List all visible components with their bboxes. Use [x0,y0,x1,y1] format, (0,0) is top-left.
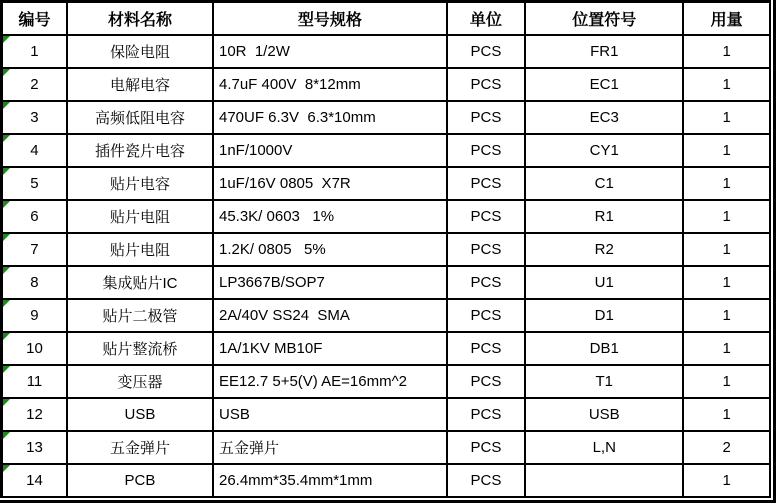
cell-name: 保险电阻 [67,35,213,68]
table-row [2,332,771,365]
cell-name: 插件瓷片电容 [67,134,213,167]
cell-num [2,101,67,134]
cell-num [2,431,67,464]
cell-ref: U1 [525,266,683,299]
table-row [2,68,771,101]
cell-unit: PCS [447,431,526,464]
cell-unit: PCS [447,398,526,431]
cell-name: USB [67,398,213,431]
header-row [2,2,771,35]
cell-spec: 1.2K/ 0805 5% [213,233,447,266]
cell-unit: PCS [447,101,526,134]
table-row [2,101,771,134]
cell-qty: 1 [683,299,770,332]
cell-name: 集成贴片IC [67,266,213,299]
cell-spec: 26.4mm*35.4mm*1mm [213,464,447,497]
cell-num [2,398,67,431]
comment-indicator-icon [3,69,10,76]
cell-qty: 1 [683,35,770,68]
table-row [2,35,771,68]
cell-text: 1 [30,42,39,60]
cell-num [2,464,67,497]
cell-qty: 2 [683,431,770,464]
cell-text: 6 [30,207,39,225]
cell-ref: R1 [525,200,683,233]
table-row [2,398,771,431]
cell-qty: 1 [683,68,770,101]
comment-indicator-icon [3,102,10,109]
cell-text: 8 [30,273,39,291]
comment-indicator-icon [3,267,10,274]
table-row [2,134,771,167]
cell-num [2,68,67,101]
cell-name: 贴片电阻 [67,200,213,233]
comment-indicator-icon [3,201,10,208]
cell-name: 贴片二极管 [67,299,213,332]
cell-qty: 1 [683,365,770,398]
cell-spec: 470UF 6.3V 6.3*10mm [213,101,447,134]
cell-ref: R2 [525,233,683,266]
cell-ref: C1 [525,167,683,200]
cell-spec: 五金弹片 [213,431,447,464]
cell-spec: 1uF/16V 0805 X7R [213,167,447,200]
cell-ref: USB [525,398,683,431]
cell-unit: PCS [447,68,526,101]
cell-spec: 10R 1/2W [213,35,447,68]
cell-text: 4 [30,141,39,159]
cell-qty: 1 [683,233,770,266]
comment-indicator-icon [3,300,10,307]
column-header-ref: 位置符号 [525,2,683,35]
comment-indicator-icon [3,135,10,142]
cell-text: 12 [26,405,43,423]
cell-name: 高频低阻电容 [67,101,213,134]
cell-ref: D1 [525,299,683,332]
cell-unit: PCS [447,299,526,332]
table-row [2,266,771,299]
cell-text: 2 [30,75,39,93]
cell-spec: 1nF/1000V [213,134,447,167]
cell-unit: PCS [447,200,526,233]
cell-num [2,299,67,332]
cell-ref: CY1 [525,134,683,167]
table-row [2,464,771,497]
table-row [2,200,771,233]
cell-unit: PCS [447,464,526,497]
column-header-name: 材料名称 [67,2,213,35]
cell-spec: 4.7uF 400V 8*12mm [213,68,447,101]
cell-ref [525,464,683,497]
cell-unit: PCS [447,134,526,167]
cell-unit: PCS [447,332,526,365]
cell-spec: 45.3K/ 0603 1% [213,200,447,233]
column-header-spec: 型号规格 [213,2,447,35]
cell-ref: EC1 [525,68,683,101]
column-header-unit: 单位 [447,2,526,35]
cell-num [2,365,67,398]
cell-unit: PCS [447,233,526,266]
cell-text: 3 [30,108,39,126]
comment-indicator-icon [3,465,10,472]
cell-ref: FR1 [525,35,683,68]
table-row [2,299,771,332]
cell-name: 贴片电阻 [67,233,213,266]
cell-name: 贴片电容 [67,167,213,200]
cell-qty: 1 [683,167,770,200]
cell-qty: 1 [683,200,770,233]
comment-indicator-icon [3,399,10,406]
cell-unit: PCS [447,35,526,68]
table-body [2,35,771,498]
cell-qty: 1 [683,332,770,365]
cell-qty: 1 [683,266,770,299]
table-row [2,233,771,266]
cell-num [2,35,67,68]
cell-text: 5 [30,174,39,192]
cell-num [2,200,67,233]
cell-num [2,332,67,365]
cell-name: 电解电容 [67,68,213,101]
cell-name: 变压器 [67,365,213,398]
cell-qty: 1 [683,398,770,431]
comment-indicator-icon [3,333,10,340]
cell-spec: USB [213,398,447,431]
comment-indicator-icon [3,168,10,175]
cell-qty: 1 [683,101,770,134]
cell-unit: PCS [447,365,526,398]
comment-indicator-icon [3,234,10,241]
cell-name: PCB [67,464,213,497]
cell-qty: 1 [683,134,770,167]
cell-ref: DB1 [525,332,683,365]
cell-ref: EC3 [525,101,683,134]
table-row [2,167,771,200]
cell-text: 14 [26,471,43,489]
cell-unit: PCS [447,266,526,299]
cell-qty: 1 [683,464,770,497]
cell-spec: 2A/40V SS24 SMA [213,299,447,332]
cell-num [2,266,67,299]
comment-indicator-icon [3,432,10,439]
cell-spec: EE12.7 5+5(V) AE=16mm^2 [213,365,447,398]
cell-name: 五金弹片 [67,431,213,464]
table-row [2,431,771,464]
cell-num [2,167,67,200]
cell-ref: T1 [525,365,683,398]
cell-text: 11 [26,372,43,390]
cell-text: 7 [30,240,39,258]
cell-unit: PCS [447,167,526,200]
cell-name: 贴片整流桥 [67,332,213,365]
cell-spec: LP3667B/SOP7 [213,266,447,299]
comment-indicator-icon [3,366,10,373]
cell-num [2,134,67,167]
cell-num [2,233,67,266]
cell-spec: 1A/1KV MB10F [213,332,447,365]
cell-text: 9 [30,306,39,324]
cell-ref: L,N [525,431,683,464]
table-row [2,365,771,398]
cell-text: 10 [26,339,43,357]
comment-indicator-icon [3,36,10,43]
column-header-num: 编号 [2,2,67,35]
cell-text: 13 [26,438,43,456]
column-header-qty: 用量 [683,2,770,35]
